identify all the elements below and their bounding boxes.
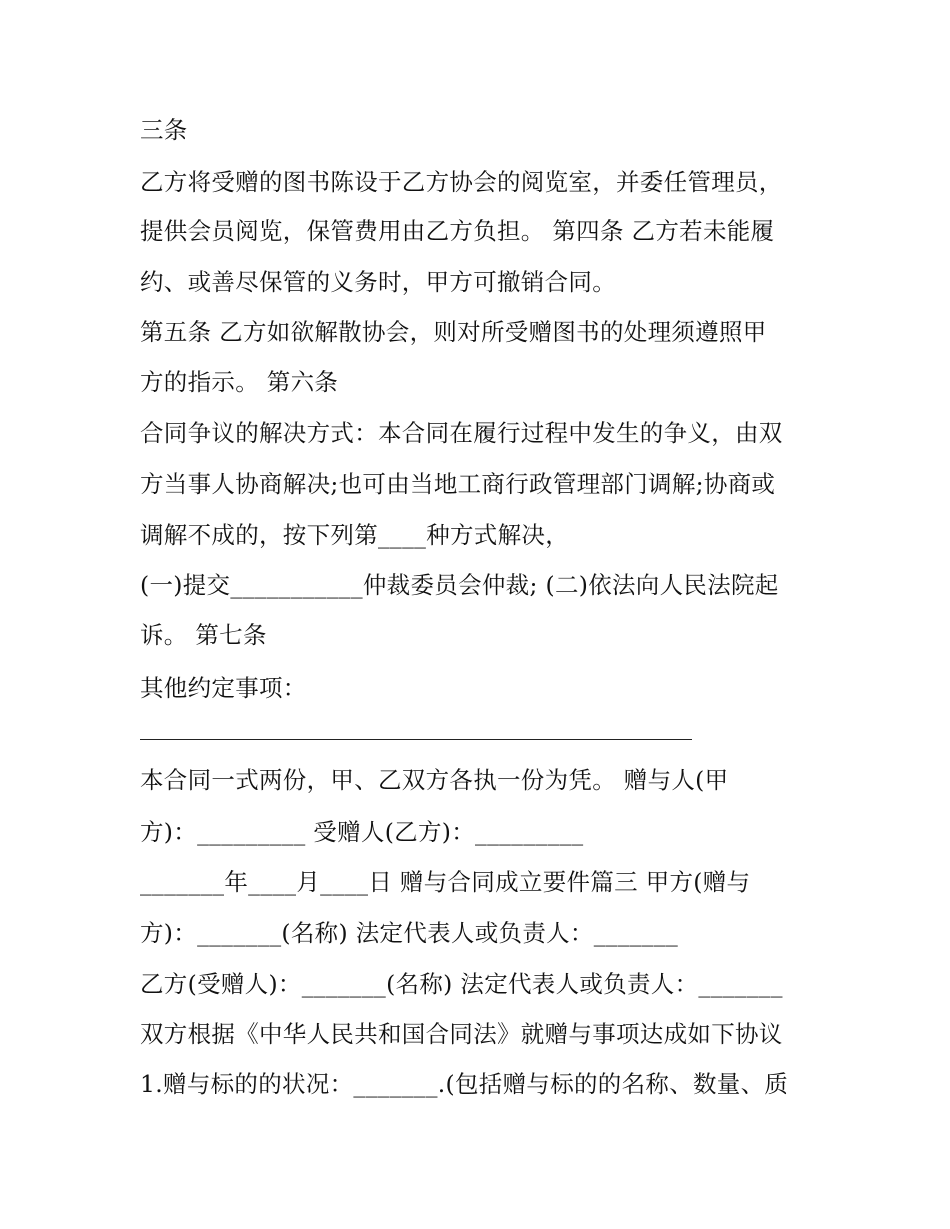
text-line: 本合同一式两份，甲、乙双方各执一份为凭。 赠与人(甲 [140,766,729,794]
text-line: 三条 [140,116,188,144]
text-line: 第五条 乙方如欲解散协会，则对所受赠图书的处理须遵照甲 [140,318,767,346]
text-line: 乙方(受赠人)：_______(名称) 法定代表人或负责人：_______ [140,970,783,998]
text-line: 方)：_________ 受赠人(乙方)：_________ [140,818,584,846]
text-line: _______年____月____日 赠与合同成立要件篇三 甲方(赠与 [140,868,751,896]
blank-underline [140,739,692,740]
text-line: 方的指示。 第六条 [140,368,339,396]
text-line: 约、或善尽保管的义务时，甲方可撤销合同。 [140,268,616,296]
text-line: 调解不成的，按下列第____种方式解决， [140,521,569,549]
text-line: 诉。 第七条 [140,621,267,649]
text-line: 方)：_______(名称) 法定代表人或负责人：_______ [140,919,679,947]
text-line: 1.赠与标的的状况：_______.(包括赠与标的的名称、数量、质 [140,1070,789,1098]
text-line: 乙方将受赠的图书陈设于乙方协会的阅览室，并委任管理员， [140,168,783,196]
text-line: 方当事人协商解决;也可由当地工商行政管理部门调解;协商或 [140,470,776,498]
text-line: 其他约定事项： [140,674,307,702]
text-line: 合同争议的解决方式：本合同在履行过程中发生的争义，由双 [140,419,783,447]
text-line: (一)提交___________仲裁委员会仲裁; (二)依法向人民法院起 [140,571,779,599]
text-line: 提供会员阅览，保管费用由乙方负担。 第四条 乙方若未能履 [140,217,775,245]
text-line: 双方根据《中华人民共和国合同法》就赠与事项达成如下协议 [140,1020,783,1048]
